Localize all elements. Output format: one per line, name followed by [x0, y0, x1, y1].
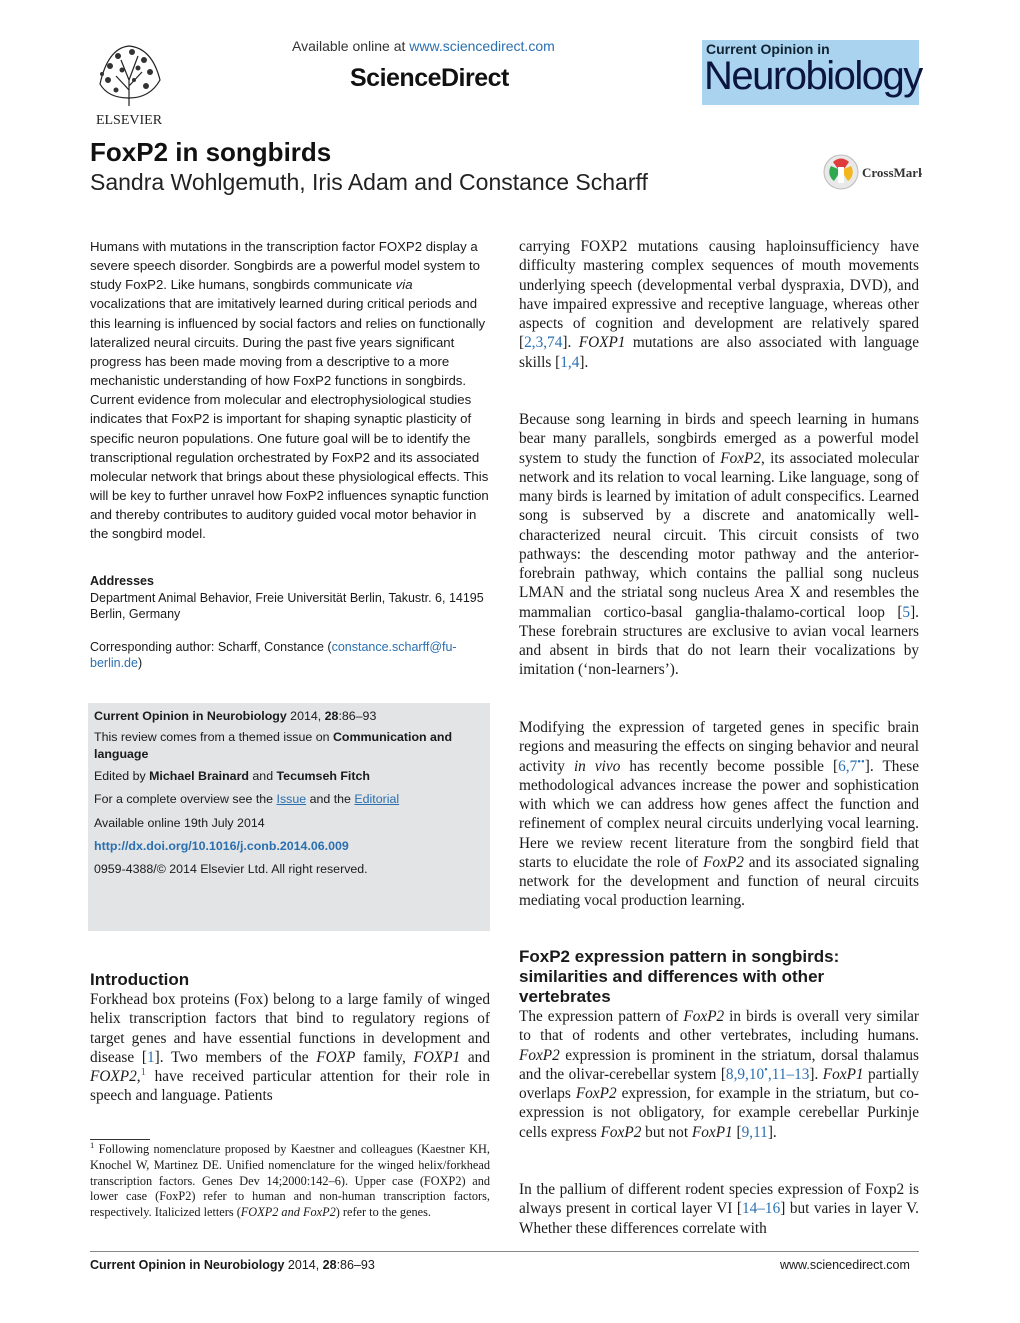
abstract-text-1: Humans with mutations in the transcription factor FOXP2 display a severe speech disorder. Songbirds are a powerful model system to study FoxP2. Like humans, songbirds communicate	[90, 239, 480, 293]
italic-gene: FoxP2	[519, 1046, 560, 1064]
text: has recently become possible [	[620, 757, 839, 775]
info-theme	[94, 729, 480, 762]
doi-link[interactable]: http://dx.doi.org/10.1016/j.conb.2014.06.009	[94, 839, 349, 853]
intro-text-5: ,	[136, 1068, 141, 1085]
italic-gene: FoxP2	[683, 1008, 725, 1025]
corresponding-author	[90, 639, 495, 671]
info-theme-prefix: This review comes from a themed issue on	[94, 730, 333, 744]
info-pages: :86–93	[338, 709, 377, 723]
text: mutations are also associated with language skills [	[519, 334, 919, 371]
corresponding-prefix: Corresponding author: Scharff, Constance (	[90, 640, 332, 654]
info-overview-prefix: For a complete overview see the	[94, 792, 277, 806]
editorial-link[interactable]: Editorial	[354, 792, 400, 806]
footnote-text-2: ) refer to the genes.	[335, 1205, 431, 1220]
issue-link[interactable]: Issue	[276, 792, 307, 806]
intro-italic-foxp2: FOXP2	[90, 1068, 137, 1085]
text: ].	[767, 1123, 777, 1141]
availability-line	[292, 38, 555, 54]
introduction-heading: Introduction	[90, 970, 190, 989]
elsevier-tree-icon	[88, 40, 170, 128]
italic-term: in vivo	[573, 757, 621, 775]
footer-volume: 28	[322, 1258, 337, 1272]
info-theme-name: Communication and language	[94, 730, 453, 761]
text: ] but varies in layer V. Whether these differences correlate with	[519, 1200, 919, 1237]
footer-journal: Current Opinion in Neurobiology	[90, 1258, 285, 1272]
info-editor-2: Tecumseh Fitch	[276, 769, 370, 783]
abstract-text-2: vocalizations that are imitatively learned during critical periods and this learning is influenced by social factors and relies on functionally lateralized neural circuits. During the past five years significant progress has been made moving from a descriptive to a more mechanistic understanding of how FoxP2 functions in songbirds. Current evidence from molecular and electrophysiological studies indicates that FoxP2 is important for shaping synaptic plasticity of specific neuron populations. One future goal will be to identify the transcriptional regulation orchestrated by FoxP2 and its associated molecular network that brings about these physiological effects. This will be key to further unravel how FoxP2 influences synaptic function and thereby contributes to auditory guided vocal motor behavior in the songbird model.	[90, 296, 489, 542]
ref-link[interactable]: 5	[902, 603, 911, 621]
sciencedirect-link[interactable]: www.sciencedirect.com	[409, 38, 555, 54]
info-available: Available online 19th July 2014	[94, 816, 265, 830]
text: and its associated signaling network for the development and function of neural circuits mediating vocal production learning.	[519, 853, 919, 910]
right-paragraph-3	[519, 718, 919, 911]
article-title: FoxP2 in songbirds	[90, 137, 332, 167]
introduction-paragraph	[90, 990, 490, 1106]
footnote-text-1: Following nomenclature proposed by Kaestner and colleagues (Kaestner KH, Knochel W, Martinez DE. Unified nomenclature for the winged helix/forkhead transcription factors. Genes Dev 14;2000:142–6). Upper case (FOXP2) and lower case (FoxP2) refer to human and non-human transcription factors, respectively. Italicized letters (	[90, 1142, 490, 1220]
available-prefix: Available online at	[292, 38, 410, 54]
abstract-italic-via: via	[395, 277, 413, 293]
ref-link[interactable]: 8,9,10	[725, 1065, 765, 1083]
info-and: and	[248, 769, 277, 783]
text: expression, for example in the striatum, but co-expression is not obligatory, for example cerebellar Purkinje cells express	[519, 1085, 919, 1141]
addresses-heading: Addresses	[90, 574, 154, 588]
right-paragraph-2	[519, 410, 919, 680]
text: expression is prominent in the striatum, dorsal thalamus and the olivar-cerebellar system [	[519, 1046, 919, 1083]
intro-text-2: ]. Two members of the	[154, 1048, 317, 1066]
right-paragraph-4	[519, 1007, 919, 1142]
footer-pages: :86–93	[336, 1258, 375, 1272]
text: In the pallium of different rodent species expression of Foxp2 is always present in cortical layer VI [	[519, 1181, 919, 1218]
italic-gene: FoxP1	[691, 1123, 733, 1141]
info-and-the: and the	[306, 792, 355, 806]
info-editor-1: Michael Brainard	[149, 769, 249, 783]
ref-link[interactable]: 1	[146, 1048, 155, 1066]
intro-text-6: have received particular attention for their role in speech and language. Patients	[90, 1068, 490, 1105]
ref-link[interactable]: 14–16	[741, 1200, 781, 1218]
text: Because song learning in birds and speech learning in humans bear many parallels, songbirds emerged as a powerful model system to study the function of	[519, 411, 919, 467]
text: ].	[579, 353, 589, 371]
italic-gene: FoxP2	[575, 1085, 617, 1102]
footer-year: 2014,	[284, 1258, 323, 1272]
text: but not	[641, 1123, 692, 1141]
text: partially overlaps	[519, 1065, 919, 1102]
corresponding-email-link[interactable]: constance.scharff@fu-berlin.de	[90, 640, 457, 670]
ref-link[interactable]: 1,4	[560, 353, 580, 371]
footnote-link[interactable]: 1	[140, 1065, 146, 1078]
article-info-box	[88, 703, 490, 931]
italic-gene: FOXP1	[578, 334, 626, 352]
elsevier-wordmark: ELSEVIER	[95, 113, 163, 128]
text: ]. These methodological advances increase the power and sophistication with which we can address how genes affect the function and refinement of complex neural circuits underlying vocal learning. Here we review recent literature from the songbird field that starts to elucidate the role of	[519, 757, 919, 871]
footer-divider	[90, 1251, 919, 1252]
crossmark-icon	[822, 152, 922, 192]
addresses-text: Department Animal Behavior, Freie Universität Berlin, Takustr. 6, 14195 Berlin, Germany	[90, 591, 484, 621]
right-paragraph-1	[519, 237, 919, 372]
corresponding-suffix: )	[137, 656, 143, 670]
info-copyright: 0959-4388/© 2014 Elsevier Ltd. All right reserved.	[94, 862, 368, 876]
text: , its associated molecular network and its relation to vocal learning. Like language, song of many birds is learned by imitation of adult conspecifics. Learned song is subserved by a discrete and anatomically well-characterized neural circuit. This circuit consists of two pathways: the descending motor pathway and the anterior-forebrain pathway, which contains the pallial song nucleus LMAN and the striatal song nucleus Area X and resembles the mammalian cortico-basal ganglia-thalamo-cortical loop [	[519, 449, 919, 621]
footer-citation	[90, 1258, 375, 1272]
text: The expression pattern of	[519, 1008, 684, 1025]
section-heading-expression: FoxP2 expression pattern in songbirds: similarities and differences with other vertebrates	[519, 947, 840, 1006]
info-overview	[94, 791, 480, 808]
abstract	[90, 237, 490, 544]
journal-banner-big: Neurobiology	[704, 54, 922, 98]
intro-italic-foxp1: FOXP1	[413, 1048, 461, 1066]
text: in birds is overall very similar to that of rodents and other vertebrates, including humans.	[519, 1008, 919, 1045]
text: ]. These forebrain structures are exclusive to avian vocal learners and absent in birds that do not learn their vocalizations by imitation (‘non-learners’).	[519, 603, 919, 679]
elsevier-logo	[88, 40, 170, 128]
footnote-divider	[90, 1139, 150, 1140]
ref-importance-marker: •	[764, 1063, 768, 1076]
italic-gene: FoxP1	[822, 1065, 864, 1083]
italic-gene: FoxP2	[720, 449, 762, 467]
info-edited-prefix: Edited by	[94, 769, 150, 783]
right-paragraph-5	[519, 1180, 919, 1238]
ref-link[interactable]: ,11–13	[767, 1065, 810, 1083]
intro-text-3: family,	[355, 1048, 414, 1066]
info-journal: Current Opinion in Neurobiology	[94, 709, 287, 723]
text: ].	[562, 334, 579, 352]
info-doi-row	[94, 838, 480, 855]
footer-url[interactable]: www.sciencedirect.com	[780, 1258, 910, 1272]
article-authors: Sandra Wohlgemuth, Iris Adam and Constance Scharff	[90, 169, 648, 195]
text: Modifying the expression of targeted genes in specific brain regions and measuring the effects on singing behavior and neural activity	[519, 719, 919, 775]
intro-text-1: Forkhead box proteins (Fox) belong to a large family of winged helix transcription factors that bind to regulatory regions of target genes and have essential functions in development and disease [	[90, 991, 490, 1066]
ref-importance-marker: ••	[857, 755, 865, 768]
footnote-number: 1	[90, 1139, 95, 1150]
text: [	[732, 1123, 742, 1141]
crossmark-badge[interactable]	[822, 152, 922, 192]
journal-banner-small: Current Opinion in	[706, 41, 830, 57]
info-volume: 28	[324, 709, 339, 723]
footnote	[90, 1139, 490, 1221]
intro-text-4: and	[460, 1048, 490, 1066]
ref-link[interactable]: 2,3,74	[524, 334, 563, 352]
ref-link[interactable]: 6,7	[838, 757, 858, 775]
info-editors	[94, 768, 480, 785]
italic-gene: FoxP2	[600, 1123, 642, 1141]
text: ].	[809, 1065, 823, 1083]
journal-banner	[702, 40, 922, 105]
footnote-italic: FOXP2 and FoxP2	[240, 1205, 336, 1220]
italic-gene: FoxP2	[703, 853, 744, 871]
intro-italic-foxp: FOXP	[316, 1048, 356, 1066]
text: carrying FOXP2 mutations causing haploinsufficiency have difficulty mastering complex sequences of mouth movements underlying speech (developmental verbal dyspraxia, DVD), and have impaired expressive and receptive language, whereas other aspects of cognition and development are relatively spared [	[519, 238, 919, 352]
info-citation	[94, 708, 480, 725]
info-year: 2014,	[286, 709, 325, 723]
ref-link[interactable]: 9,11	[741, 1123, 768, 1141]
crossmark-label: CrossMark	[862, 165, 922, 180]
sciencedirect-wordmark: ScienceDirect	[350, 64, 509, 92]
